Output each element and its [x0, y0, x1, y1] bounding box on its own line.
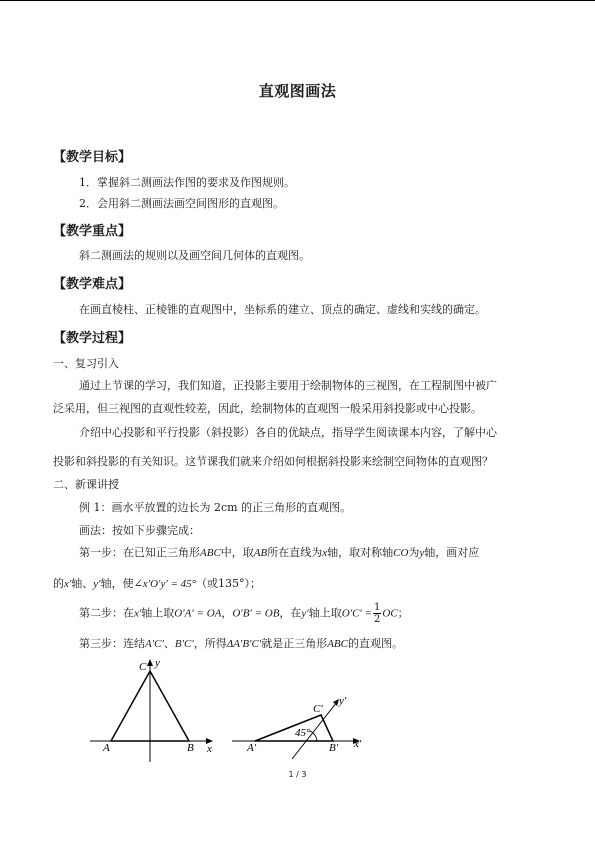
heading-difficulties: 【教学难点】: [53, 277, 132, 292]
paragraph-line: 投影和斜投影的有关知识。这节课我们就来介绍如何根据斜投影来绘制空间物体的直观图？: [53, 455, 493, 468]
label-b: B: [187, 742, 194, 754]
paragraph-line: 泛采用，但三视图的直观性较差，因此，绘制物体的直观图一般采用斜投影或中心投影。: [53, 402, 482, 415]
page-number: 1 / 3: [288, 770, 307, 779]
label-b-prime: B′: [329, 742, 339, 754]
label-y: y: [155, 657, 160, 669]
example-text: 例 1：画水平放置的边长为 2cm 的正三角形的直观图。: [79, 501, 352, 514]
label-x: x: [207, 743, 212, 755]
fraction-one-half: $\frac{1}{2}$: [374, 602, 381, 625]
section-new-heading: 二、新课讲授: [53, 478, 119, 491]
paragraph-line: 介绍中心投影和平行投影（斜投影）各自的优缺点，指导学生阅读课本内容，了解中心: [79, 426, 497, 439]
objective-item: 1．掌握斜二测画法作图的要求及作图规则。: [79, 176, 295, 189]
label-c: C: [139, 661, 147, 673]
heading-key-points: 【教学重点】: [53, 224, 132, 239]
objective-item: 2．会用斜二测画法画空间图形的直观图。: [79, 197, 284, 210]
key-point-text: 斜二测画法的规则以及画空间几何体的直观图。: [79, 249, 310, 262]
paragraph-line: 通过上节课的学习，我们知道，正投影主要用于绘制物体的三视图，在工程制图中被广: [79, 379, 497, 392]
label-c-prime: C′: [313, 703, 323, 715]
step-two: 第二步：在x′轴上取O′A′ = OA，O′B′ = OB，在y′轴上取O′C′ = $\frac{1}{2}$ OC；: [79, 602, 409, 625]
heading-objectives: 【教学目标】: [53, 150, 132, 165]
heading-process: 【教学过程】: [53, 331, 132, 346]
page-title: 直观图画法: [258, 82, 337, 100]
step-one-line1: 第一步：在已知正三角形ABC中，取AB所在直线为x轴，取对称轴CO为y轴，画对应: [79, 546, 480, 559]
label-y-prime: y′: [339, 695, 347, 707]
step-three: 第三步：连结A′C′、B′C′，所得ΔA′B′C′就是正三角形ABC的直观图。: [79, 637, 403, 650]
label-angle: 45°: [295, 727, 311, 739]
label-a: A: [103, 742, 110, 754]
triangle-a-b-c-prime: [255, 715, 333, 741]
label-a-prime: A′: [247, 742, 257, 754]
step-one-line2: 的x′轴、y′轴，使∠x′O′y′ = 45°（或135°）；: [53, 577, 262, 590]
figure-intuitive-triangle: [232, 695, 362, 759]
label-x-prime: x′: [354, 738, 362, 750]
y-axis-arrow: [147, 659, 153, 666]
difficulty-text: 在画直棱柱、正棱锥的直观图中，坐标系的建立、顶点的确定、虚线和实线的确定。: [79, 303, 486, 316]
method-text: 画法：按如下步骤完成：: [79, 524, 200, 537]
triangle-figures: [0, 655, 595, 765]
figure-original-triangle: [90, 657, 213, 762]
section-review-heading: 一、复习引入: [53, 357, 119, 370]
page-top-border: [0, 0, 595, 1]
